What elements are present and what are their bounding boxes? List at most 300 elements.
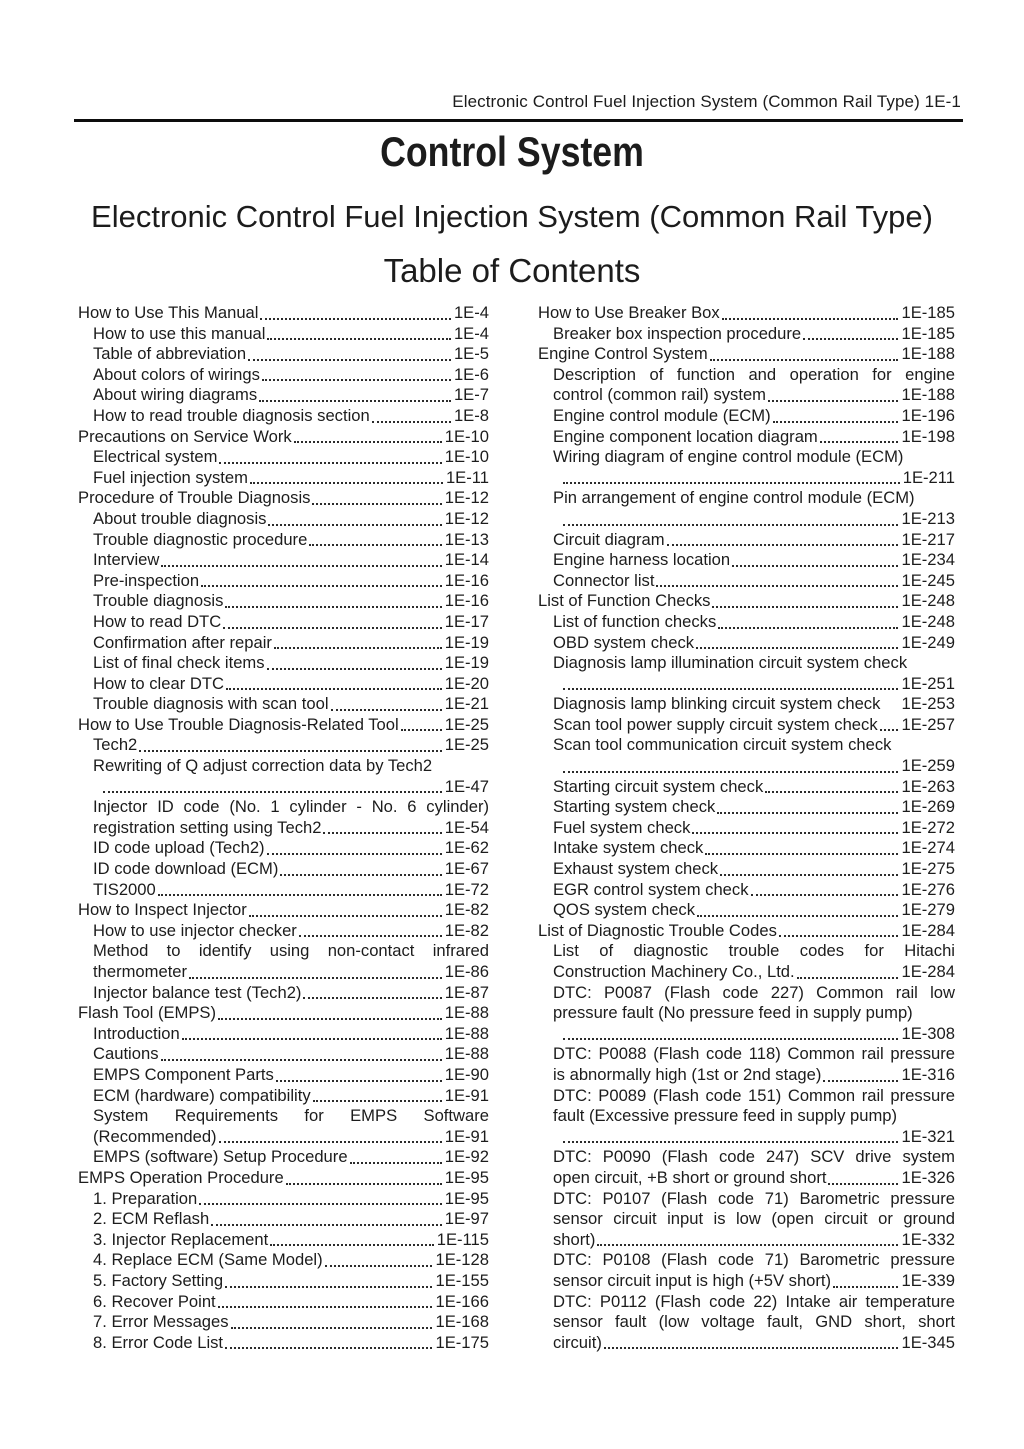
toc-entry-text: 5. Factory Setting	[93, 1270, 224, 1290]
toc-entry-sub	[538, 1127, 955, 1148]
toc-entry-text: Electrical system	[93, 447, 218, 467]
toc-entry-sub	[538, 1065, 955, 1086]
toc-entry-text: Starting circuit system check	[553, 776, 764, 796]
toc-entry-sub	[538, 633, 955, 654]
dot-leader	[563, 524, 898, 526]
dot-leader	[260, 318, 450, 320]
toc-entry-sub	[78, 735, 489, 756]
dot-leader	[773, 421, 899, 423]
toc-entry-sub	[78, 1147, 489, 1168]
toc-page-number: 1E-211	[902, 467, 955, 487]
toc-entry-sub	[538, 612, 955, 633]
dot-leader	[597, 1244, 898, 1246]
toc-entry-section	[538, 303, 955, 324]
dot-leader	[797, 977, 899, 979]
toc-page-number: 1E-17	[444, 611, 489, 631]
toc-entry-sub	[78, 653, 489, 674]
toc-entry-text: Pre-inspection	[93, 570, 200, 590]
dot-leader	[199, 1203, 441, 1205]
toc-entry-sub	[538, 962, 955, 983]
toc-page-number: 1E-90	[444, 1064, 489, 1084]
toc-page-number: 1E-332	[901, 1229, 955, 1249]
dot-leader	[880, 729, 899, 731]
toc-entry-text: DTC: P0112 (Flash code 22) Intake air temperature	[553, 1291, 955, 1311]
dot-leader	[286, 1183, 442, 1185]
toc-entry-text: Connector list	[553, 570, 655, 590]
header-rule	[74, 119, 963, 122]
toc-entry-sub	[538, 715, 955, 736]
toc-entry-sub	[78, 1127, 489, 1148]
toc-page-number: 1E-279	[901, 900, 955, 920]
toc-entry-sub	[538, 674, 955, 695]
dot-leader	[692, 832, 898, 834]
toc-entry-sub	[78, 550, 489, 571]
toc-entry-sub	[78, 674, 489, 695]
toc-page-number: 1E-185	[901, 323, 955, 343]
toc-entry-text: 3. Injector Replacement	[93, 1229, 269, 1249]
toc-page-number: 1E-87	[444, 982, 489, 1002]
toc-entry-text: Scan tool power supply circuit system check	[553, 714, 878, 734]
toc-entry-sub	[78, 406, 489, 427]
dot-leader	[712, 606, 898, 608]
toc-entry-text: fault (Excessive pressure feed in supply pump)	[553, 1106, 898, 1126]
dot-leader	[218, 1306, 433, 1308]
toc-entry-sub	[538, 941, 955, 962]
dot-leader	[139, 750, 441, 752]
toc-page-number: 1E-25	[444, 714, 489, 734]
toc-entry-section	[538, 591, 955, 612]
toc-page-number: 1E-62	[444, 838, 489, 858]
dot-leader	[372, 421, 451, 423]
toc-entry-text: Injector ID code (No. 1 cylinder - No. 6 cylinder)	[93, 797, 489, 817]
toc-page-number: 1E-54	[444, 817, 489, 837]
dot-leader	[182, 1038, 442, 1040]
toc-page-number: 1E-234	[901, 550, 955, 570]
dot-leader	[158, 894, 442, 896]
toc-page-number: 1E-20	[444, 673, 489, 693]
toc-page-number: 1E-88	[444, 1003, 489, 1023]
dot-leader	[267, 853, 442, 855]
toc-entry-text: Interview	[93, 550, 160, 570]
dot-leader	[161, 1059, 442, 1061]
toc-entry-sub	[538, 1189, 955, 1210]
toc-page-number: 1E-308	[901, 1023, 955, 1043]
toc-entry-sub	[538, 571, 955, 592]
toc-page-number: 1E-16	[444, 570, 489, 590]
toc-entry-sub	[78, 509, 489, 530]
toc-entry-sub	[538, 818, 955, 839]
toc-entry-text: Breaker box inspection procedure	[553, 323, 802, 343]
toc-entry-sub	[78, 468, 489, 489]
toc-entry-text: Scan tool communication circuit system check	[553, 735, 892, 755]
toc-entry-text: ECM (hardware) compatibility	[93, 1085, 311, 1105]
toc-entry-text: Precautions on Service Work	[78, 426, 292, 446]
dot-leader	[823, 1080, 898, 1082]
toc-entry-sub	[78, 1230, 489, 1251]
toc-entry-text: registration setting using Tech2	[93, 817, 322, 837]
toc-entry-text: 7. Error Messages	[93, 1312, 229, 1332]
toc-entry-section	[538, 921, 955, 942]
toc-entry-section	[78, 427, 489, 448]
toc-entry-sub	[538, 756, 955, 777]
toc-page-number: 1E-213	[901, 508, 955, 528]
toc-entry-text: TIS2000	[93, 879, 156, 899]
toc-page-number: 1E-248	[901, 611, 955, 631]
toc-entry-sub	[78, 530, 489, 551]
toc-page-number: 1E-185	[901, 303, 955, 322]
toc-page-number: 1E-259	[901, 756, 955, 776]
toc-page-number: 1E-257	[901, 714, 955, 734]
toc-page-number: 1E-82	[444, 920, 489, 940]
toc-page-number: 1E-97	[444, 1209, 489, 1229]
toc-column-right	[538, 303, 955, 1353]
toc-page-number: 1E-339	[901, 1270, 955, 1290]
toc-entry-text: How to Use Trouble Diagnosis-Related Tool	[78, 714, 399, 734]
toc-page-number: 1E-8	[453, 405, 489, 425]
toc-entry-sub	[538, 324, 955, 345]
dot-leader	[225, 1347, 432, 1349]
toc-entry-text: List of Diagnostic Trouble Codes	[538, 920, 777, 940]
toc-entry-text: How to Use Breaker Box	[538, 303, 720, 322]
toc-entry-text: DTC: P0088 (Flash code 118) Common rail pressure	[553, 1044, 955, 1064]
toc-entry-text: Intake system check	[553, 838, 704, 858]
dot-leader	[710, 359, 899, 361]
dot-leader	[696, 647, 898, 649]
toc-entry-sub	[78, 1065, 489, 1086]
toc-entry-text: How to clear DTC	[93, 673, 224, 693]
toc-entry-sub	[78, 571, 489, 592]
toc-entry-sub	[78, 941, 489, 962]
toc-entry-text: Description of function and operation for engine	[553, 364, 955, 384]
toc-entry-text: About wiring diagrams	[93, 385, 258, 405]
toc-entry-sub	[538, 1044, 955, 1065]
dot-leader	[259, 400, 451, 402]
toc-title: Table of Contents	[383, 252, 641, 289]
toc-page-number: 1E-86	[444, 962, 489, 981]
toc-page-number: 1E-19	[444, 653, 489, 673]
toc-entry-sub	[538, 1003, 955, 1024]
toc-page-number: 1E-155	[435, 1270, 489, 1290]
toc-entry-text: Procedure of Trouble Diagnosis	[78, 488, 311, 508]
toc-entry-section	[538, 344, 955, 365]
toc-entry-text: Fuel system check	[553, 817, 691, 837]
dot-leader	[270, 1244, 433, 1246]
toc-entry-sub	[78, 344, 489, 365]
dot-leader	[223, 627, 442, 629]
toc-entry-sub	[78, 859, 489, 880]
toc-entry-sub	[538, 468, 955, 489]
toc-page-number: 1E-345	[901, 1332, 955, 1352]
dot-leader	[211, 1224, 442, 1226]
toc-entry-text: pressure fault (No pressure feed in supply pump)	[553, 1003, 913, 1023]
toc-entry-text: QOS system check	[553, 900, 696, 920]
toc-entry-text: is abnormally high (1st or 2nd stage)	[553, 1064, 822, 1084]
dot-leader	[219, 462, 441, 464]
toc-page-number: 1E-168	[435, 1312, 489, 1332]
toc-entry-text: How to Inspect Injector	[78, 900, 247, 920]
dot-leader	[312, 503, 441, 505]
dot-leader	[563, 688, 898, 690]
dot-leader	[667, 544, 899, 546]
toc-entry-text: Engine component location diagram	[553, 426, 818, 446]
toc-entry-sub	[78, 818, 489, 839]
toc-entry-text: circuit)	[553, 1332, 602, 1352]
toc-entry-text: Engine control module (ECM)	[553, 405, 771, 425]
dot-leader	[720, 874, 898, 876]
toc-entry-sub	[538, 1086, 955, 1107]
toc-page-number: 1E-253	[901, 694, 955, 714]
toc-entry-text: How to read trouble diagnosis section	[93, 405, 370, 425]
toc-entry-text: short)	[553, 1229, 596, 1249]
table-of-contents	[78, 303, 955, 1353]
toc-page-number: 1E-88	[444, 1023, 489, 1043]
toc-entry-text: DTC: P0087 (Flash code 227) Common rail low	[553, 982, 955, 1002]
toc-entry-section	[78, 1168, 489, 1189]
toc-entry-text: Table of abbreviation	[93, 344, 247, 364]
toc-entry-text: About colors of wirings	[93, 364, 260, 384]
toc-entry-text: Pin arrangement of engine control module (ECM)	[553, 488, 915, 508]
toc-entry-text: 2. ECM Reflash	[93, 1209, 210, 1229]
toc-page-number: 1E-10	[444, 447, 489, 467]
toc-page-number: 1E-82	[444, 900, 489, 920]
toc-page-number: 1E-196	[901, 405, 955, 425]
toc-entry-text: DTC: P0107 (Flash code 71) Barometric pressure	[553, 1188, 955, 1208]
dot-leader	[563, 771, 898, 773]
toc-entry-text: sensor circuit input is high (+5V short)	[553, 1270, 832, 1290]
toc-entry-sub	[538, 880, 955, 901]
dot-leader	[161, 565, 441, 567]
toc-page-number: 1E-13	[444, 529, 489, 549]
toc-entry-text: List of Function Checks	[538, 591, 711, 611]
toc-page-number: 1E-4	[453, 323, 489, 343]
toc-entry-text: EMPS Component Parts	[93, 1064, 274, 1084]
toc-entry-text: Trouble diagnostic procedure	[93, 529, 308, 549]
toc-entry-sub	[538, 859, 955, 880]
toc-entry-text: Engine Control System	[538, 344, 708, 364]
dot-leader	[248, 359, 451, 361]
toc-page-number: 1E-321	[901, 1126, 955, 1146]
dot-leader	[331, 709, 442, 711]
toc-entry-text: (Recommended)	[93, 1126, 217, 1146]
toc-entry-text: sensor fault (low voltage fault, GND short, short	[553, 1312, 955, 1332]
toc-page-number: 1E-284	[901, 962, 955, 981]
toc-entry-sub	[538, 797, 955, 818]
toc-page-number: 1E-175	[435, 1332, 489, 1352]
toc-entry-sub	[78, 983, 489, 1004]
dot-leader	[249, 915, 442, 917]
toc-entry-sub	[78, 324, 489, 345]
toc-entry-text: EGR control system check	[553, 879, 749, 899]
dot-leader	[294, 441, 442, 443]
toc-entry-sub	[78, 756, 489, 777]
dot-leader	[401, 729, 442, 731]
dot-leader	[697, 915, 898, 917]
dot-leader	[563, 1141, 898, 1143]
toc-entry-text: Confirmation after repair	[93, 632, 272, 652]
toc-entry-sub	[78, 797, 489, 818]
toc-entry-sub	[538, 653, 955, 674]
toc-entry-sub	[78, 962, 489, 983]
toc-entry-sub	[78, 1312, 489, 1333]
toc-entry-sub	[538, 1292, 955, 1313]
toc-entry-text: How to use this manual	[93, 323, 266, 343]
toc-page-number: 1E-21	[444, 694, 489, 714]
toc-page-number: 1E-6	[453, 364, 489, 384]
toc-entry-sub	[538, 509, 955, 530]
toc-entry-sub	[538, 1312, 955, 1333]
toc-entry-text: List of final check items	[93, 653, 265, 673]
toc-page-number: 1E-10	[444, 426, 489, 446]
dot-leader	[820, 441, 899, 443]
toc-entry-sub	[538, 900, 955, 921]
toc-page-number: 1E-47	[444, 776, 489, 796]
toc-page-number: 1E-217	[901, 529, 955, 549]
toc-entry-sub	[538, 488, 955, 509]
toc-entry-sub	[538, 365, 955, 386]
toc-entry-text: System Requirements for EMPS Software	[93, 1106, 489, 1126]
toc-entry-sub	[538, 1250, 955, 1271]
toc-entry-sub	[538, 1024, 955, 1045]
dot-leader	[268, 524, 441, 526]
toc-entry-sub	[78, 1086, 489, 1107]
toc-page-number: 1E-272	[901, 817, 955, 837]
toc-entry-text: Flash Tool (EMPS)	[78, 1003, 217, 1023]
toc-entry-text: ID code upload (Tech2)	[93, 838, 265, 858]
toc-entry-text: DTC: P0089 (Flash code 151) Common rail pressure	[553, 1085, 955, 1105]
toc-entry-text: 6. Recover Point	[93, 1291, 216, 1311]
toc-entry-sub	[78, 838, 489, 859]
dot-leader	[350, 1162, 442, 1164]
toc-page-number: 1E-188	[901, 385, 955, 405]
toc-entry-text: How to read DTC	[93, 611, 222, 631]
toc-entry-text: How to use injector checker	[93, 920, 297, 940]
toc-entry-sub	[538, 838, 955, 859]
dot-leader	[226, 688, 442, 690]
toc-entry-text: Construction Machinery Co., Ltd.	[553, 962, 795, 981]
toc-entry-sub	[538, 427, 955, 448]
toc-page-number: 1E-7	[453, 385, 489, 405]
toc-page-number: 1E-95	[444, 1188, 489, 1208]
toc-entry-sub	[538, 1106, 955, 1127]
toc-entry-sub	[78, 591, 489, 612]
dot-leader	[313, 1100, 442, 1102]
toc-entry-text: DTC: P0090 (Flash code 247) SCV drive system	[553, 1147, 955, 1167]
toc-entry-text: Fuel injection system	[93, 467, 248, 487]
dot-leader	[732, 565, 898, 567]
toc-page-number: 1E-276	[901, 879, 955, 899]
dot-leader	[309, 544, 441, 546]
dot-leader	[718, 627, 898, 629]
toc-page-number: 1E-274	[901, 838, 955, 858]
dot-leader	[250, 482, 443, 484]
toc-page-number: 1E-249	[901, 632, 955, 652]
toc-entry-text: Introduction	[93, 1023, 180, 1043]
toc-entry-text: OBD system check	[553, 632, 695, 652]
toc-entry-text: 4. Replace ECM (Same Model)	[93, 1250, 323, 1270]
dot-leader	[303, 997, 441, 999]
toc-page-number: 1E-25	[444, 735, 489, 755]
dot-leader	[722, 318, 899, 320]
toc-page-number: 1E-11	[445, 467, 489, 487]
dot-leader	[267, 338, 450, 340]
dot-leader	[323, 832, 441, 834]
toc-page-number: 1E-248	[901, 591, 955, 611]
toc-page-number: 1E-245	[901, 570, 955, 590]
toc-entry-sub	[538, 550, 955, 571]
toc-entry-sub	[78, 694, 489, 715]
dot-leader	[751, 894, 899, 896]
dot-leader	[189, 977, 442, 979]
toc-entry-section	[78, 1003, 489, 1024]
toc-entry-text: open circuit, +B short or ground short	[553, 1167, 827, 1187]
toc-entry-text: Injector balance test (Tech2)	[93, 982, 302, 1002]
toc-entry-text: How to Use This Manual	[78, 303, 259, 322]
toc-entry-text: thermometer	[93, 962, 188, 981]
toc-entry-sub	[538, 406, 955, 427]
dot-leader	[779, 935, 899, 937]
dot-leader	[103, 791, 442, 793]
dot-leader	[225, 606, 441, 608]
toc-entry-sub	[538, 1271, 955, 1292]
dot-leader	[604, 1347, 899, 1349]
page-subtitle: Electronic Control Fuel Injection System (Common Rail Type)	[91, 199, 933, 234]
toc-page-number: 1E-95	[444, 1167, 489, 1187]
toc-page-number: 1E-12	[444, 508, 489, 528]
toc-entry-sub	[78, 447, 489, 468]
toc-page-number: 1E-188	[901, 344, 955, 364]
dot-leader	[765, 791, 898, 793]
toc-page-number: 1E-92	[444, 1147, 489, 1167]
toc-page-number: 1E-128	[435, 1250, 489, 1270]
toc-entry-text: Trouble diagnosis	[93, 591, 224, 611]
toc-entry-sub	[538, 447, 955, 468]
toc-entry-sub	[78, 1271, 489, 1292]
toc-entry-text: DTC: P0108 (Flash code 71) Barometric pressure	[553, 1250, 955, 1270]
toc-entry-sub	[78, 1333, 489, 1354]
toc-column-left	[78, 303, 489, 1353]
toc-entry-sub	[78, 880, 489, 901]
toc-entry-sub	[538, 1168, 955, 1189]
toc-entry-sub	[78, 1189, 489, 1210]
page-title: Control System	[380, 128, 644, 175]
toc-entry-sub	[538, 1230, 955, 1251]
toc-entry-sub	[78, 1209, 489, 1230]
toc-page-number: 1E-316	[901, 1064, 955, 1084]
toc-entry-sub	[538, 694, 955, 715]
toc-entry-text: EMPS (software) Setup Procedure	[93, 1147, 348, 1167]
dot-leader	[276, 1080, 442, 1082]
toc-page-number: 1E-275	[901, 859, 955, 879]
toc-entry-text: List of function checks	[553, 611, 717, 631]
toc-entry-sub	[78, 1024, 489, 1045]
dot-leader	[768, 400, 898, 402]
toc-entry-text: sensor circuit input is low (open circuit or ground	[553, 1209, 955, 1229]
toc-page-number: 1E-88	[444, 1044, 489, 1064]
toc-entry-sub	[78, 612, 489, 633]
toc-page-number: 1E-14	[444, 550, 489, 570]
dot-leader	[231, 1327, 433, 1329]
toc-entry-sub	[538, 530, 955, 551]
toc-entry-sub	[538, 735, 955, 756]
toc-entry-sub	[78, 1106, 489, 1127]
toc-page-number: 1E-263	[901, 776, 955, 796]
toc-entry-text: Starting system check	[553, 797, 716, 817]
toc-page-number: 1E-269	[901, 797, 955, 817]
toc-page-number: 1E-72	[444, 879, 489, 899]
dot-leader	[274, 647, 442, 649]
dot-leader	[225, 1286, 432, 1288]
toc-entry-section	[78, 488, 489, 509]
